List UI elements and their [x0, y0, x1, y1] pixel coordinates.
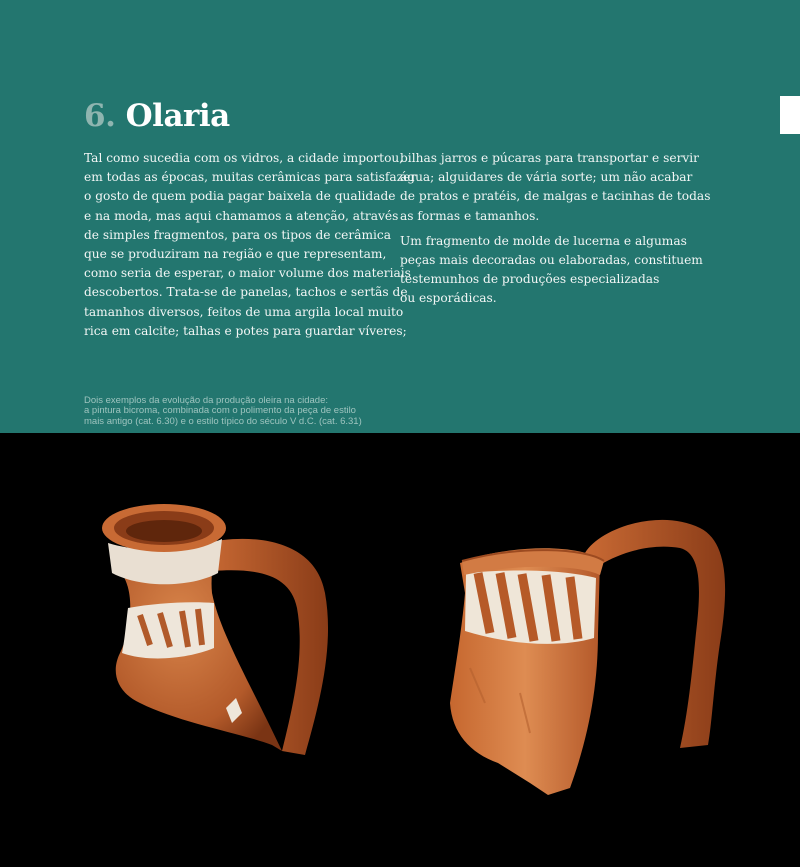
chapter-title: Olaria: [125, 98, 230, 134]
body-line: água; alguidares de vária sorte; um não acabar: [400, 170, 693, 185]
body-line: as formas e tamanhos.: [400, 208, 540, 223]
caption-line: a pintura bicroma, combinada com o polimento da peça de estilo: [84, 405, 356, 417]
caption-line: Dois exemplos da evolução da produção oleira na cidade:: [84, 395, 328, 406]
body-line: de pratos e pratéis, de malgas e tacinhas de todas: [400, 189, 711, 204]
body-line: de simples fragmentos, para os tipos de cerâmica: [84, 227, 392, 242]
body-line: bilhas jarros e púcaras para transportar e servir: [400, 151, 699, 165]
jug-cat-6-30: [102, 504, 328, 755]
chapter-number: 6.: [84, 98, 116, 134]
chapter-heading: [84, 96, 230, 136]
jug-cat-6-31: [450, 520, 725, 795]
chapter-header-band: [0, 0, 800, 433]
pottery-illustration: [0, 433, 800, 867]
body-column-right: [400, 149, 711, 309]
photo-caption: [84, 396, 362, 427]
body-line: peças mais decoradas ou elaboradas, constituem: [400, 253, 703, 268]
body-line: descobertos. Trata-se de panelas, tachos e sertãs de: [84, 285, 408, 300]
body-line: tamanhos diversos, feitos de uma argila local muito: [84, 304, 404, 319]
body-line: testemunhos de produções especializadas: [400, 272, 660, 287]
body-line: ou esporádicas.: [400, 291, 497, 306]
body-line: o gosto de quem podia pagar baixela de qualidade: [84, 189, 396, 204]
pottery-photo: [0, 433, 800, 867]
body-line: e na moda, mas aqui chamamos a atenção, através: [84, 208, 399, 223]
body-line: como seria de esperar, o maior volume dos materiais: [84, 266, 411, 281]
body-line: em todas as épocas, muitas cerâmicas para satisfazer: [84, 170, 417, 185]
body-line: Tal como sucedia com os vidros, a cidade importou,: [84, 151, 404, 165]
page-tab-marker: [780, 96, 800, 134]
body-line: que se produziram na região e que representam,: [84, 247, 387, 262]
caption-line: mais antigo (cat. 6.30) e o estilo típico do século V d.C. (cat. 6.31): [84, 415, 362, 427]
body-column-left: [84, 149, 417, 341]
body-line: Um fragmento de molde de lucerna e algumas: [400, 233, 687, 248]
body-line: rica em calcite; talhas e potes para guardar víveres;: [84, 323, 407, 338]
